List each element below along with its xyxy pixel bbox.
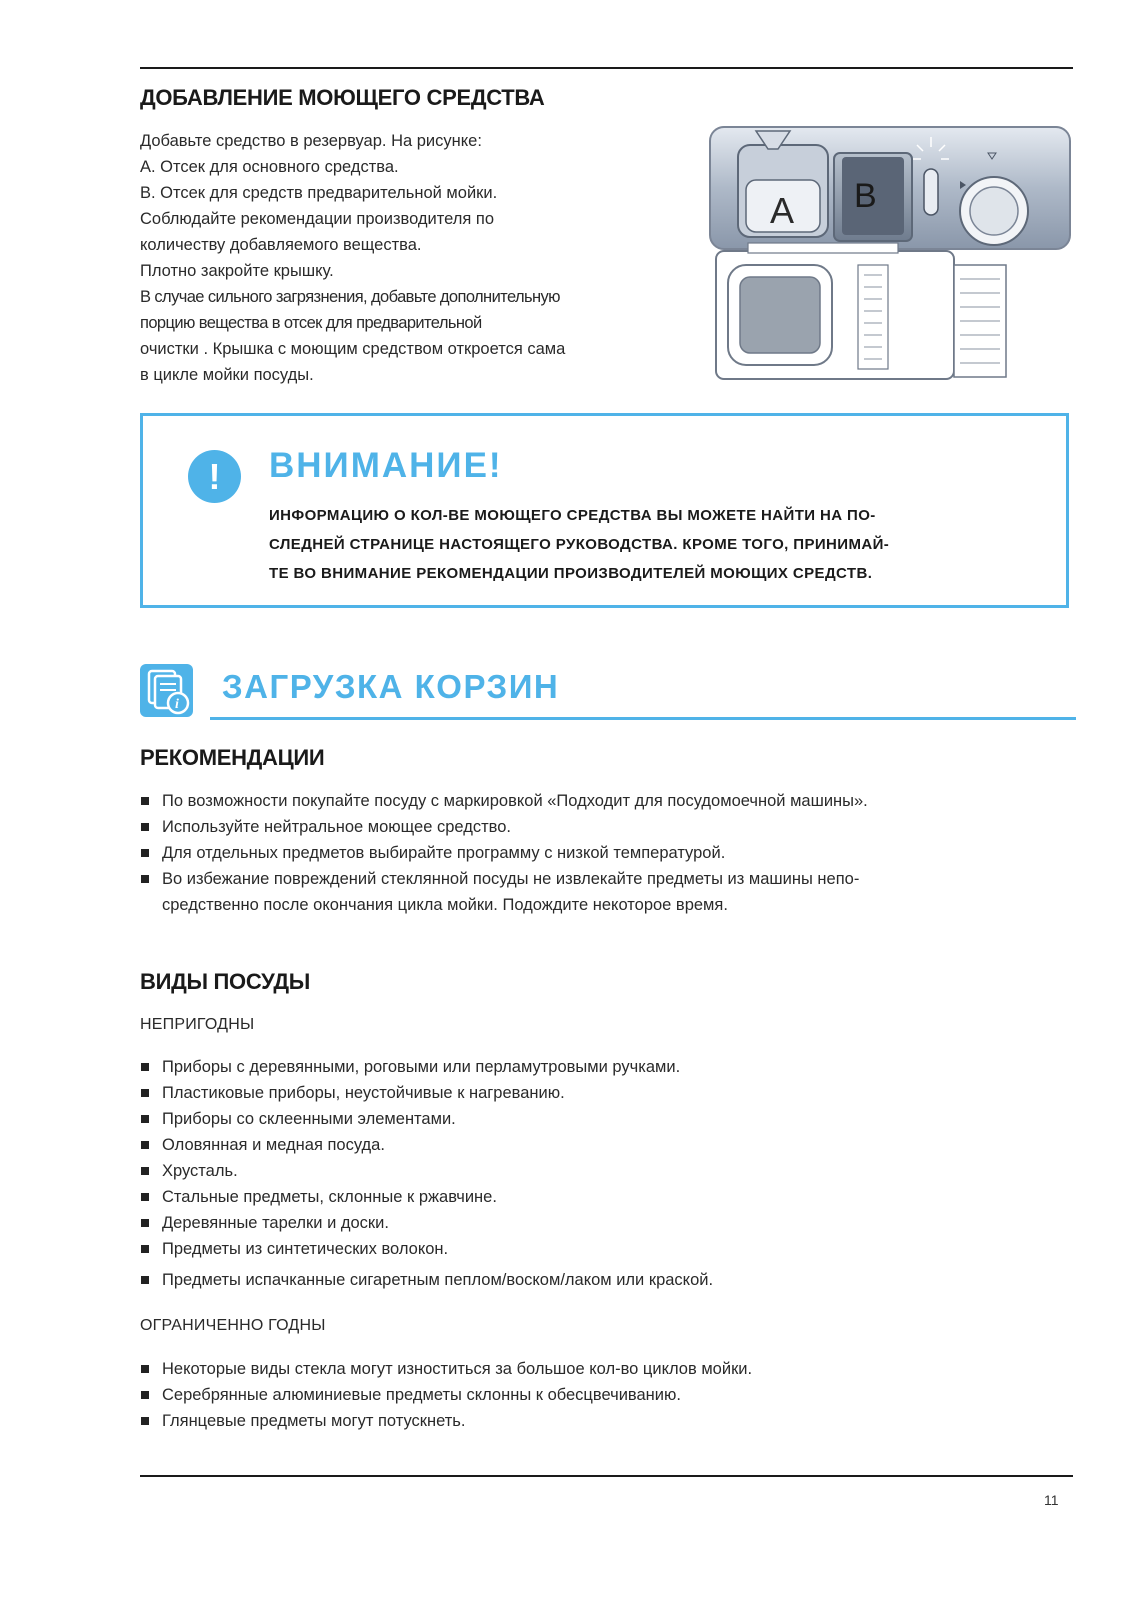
detergent-instructions	[140, 128, 660, 388]
section-title: ЗАГРУЗКА КОРЗИН	[222, 668, 560, 705]
top-rule	[140, 67, 1073, 69]
list-item: Предметы из синтетических волокон.	[140, 1236, 713, 1262]
limited-list	[140, 1356, 752, 1434]
document-info-icon	[140, 664, 193, 717]
list-item: Стальные предметы, склонные к ржавчине.	[140, 1184, 713, 1210]
list-item: Приборы с деревянными, роговыми или перламутровыми ручками.	[140, 1054, 713, 1080]
svg-text:i: i	[175, 697, 179, 712]
list-item: Серебрянные алюминиевые предметы склонны к обесцвечиванию.	[140, 1382, 752, 1408]
list-item: По возможности покупайте посуду с маркировкой «Подходит для посудомоечной машины».	[140, 788, 868, 814]
detergent-heading: ДОБАВЛЕНИЕ МОЮЩЕГО СРЕДСТВА	[140, 85, 545, 110]
bullet-square-icon	[141, 1063, 149, 1071]
bullet-square-icon	[141, 1115, 149, 1123]
detergent-line: очистки . Крышка с моющим средством откроется сама	[140, 340, 566, 358]
bullet-square-icon	[141, 1167, 149, 1175]
page-number: 11	[1044, 1492, 1059, 1508]
detergent-line: Плотно закройте крышку.	[140, 262, 334, 280]
bullet-square-icon	[141, 1365, 149, 1373]
section-rule	[210, 717, 1076, 720]
detergent-line: В случае сильного загрязнения, добавьте дополнительную	[140, 288, 560, 306]
bullet-square-icon	[141, 1276, 149, 1284]
list-item: Пластиковые приборы, неустойчивые к нагреванию.	[140, 1080, 713, 1106]
unsuitable-label: НЕПРИГОДНЫ	[140, 1016, 255, 1033]
detergent-line: порцию вещества в отсек для предварительной	[140, 314, 482, 332]
bullet-square-icon	[141, 1245, 149, 1253]
list-item: Во избежание повреждений стеклянной посуды не извлекайте предметы из машины непо- средственно после окончания цикла мойки. Подождите некоторое время.	[140, 866, 868, 918]
bullet-square-icon	[141, 1193, 149, 1201]
list-item: Для отдельных предметов выбирайте программу с низкой температурой.	[140, 840, 868, 866]
dishes-heading: ВИДЫ ПОСУДЫ	[140, 969, 311, 994]
list-item: Оловянная и медная посуда.	[140, 1132, 713, 1158]
bullet-square-icon	[141, 849, 149, 857]
bullet-square-icon	[141, 1141, 149, 1149]
limited-label: ОГРАНИЧЕННО ГОДНЫ	[140, 1317, 326, 1334]
recommendations-heading: РЕКОМЕНДАЦИИ	[140, 745, 325, 770]
notice-line: ТЕ ВО ВНИМАНИЕ РЕКОМЕНДАЦИИ ПРОИЗВОДИТЕЛЕЙ МОЮЩИХ СРЕДСТВ.	[269, 565, 873, 582]
detergent-line: В. Отсек для средств предварительной мойки.	[140, 184, 498, 202]
notice-text	[269, 501, 1029, 588]
notice-line: ИНФОРМАЦИЮ О КОЛ-ВЕ МОЮЩЕГО СРЕДСТВА ВЫ МОЖЕТЕ НАЙТИ НА ПО-	[269, 507, 876, 524]
detergent-line: в цикле мойки посуды.	[140, 366, 314, 384]
recommendations-list	[140, 788, 868, 918]
bullet-square-icon	[141, 1391, 149, 1399]
exclamation-icon: !	[188, 450, 241, 503]
detergent-dispenser-illustration	[708, 125, 1074, 388]
bullet-square-icon	[141, 1219, 149, 1227]
bullet-square-icon	[141, 1089, 149, 1097]
notice-title: ВНИМАНИЕ!	[269, 446, 503, 485]
unsuitable-list	[140, 1054, 713, 1293]
bullet-square-icon	[141, 797, 149, 805]
list-item: Деревянные тарелки и доски.	[140, 1210, 713, 1236]
detergent-line: Добавьте средство в резервуар. На рисунке:	[140, 132, 482, 150]
list-item: Некоторые виды стекла могут изноститься за большое кол-во циклов мойки.	[140, 1356, 752, 1382]
list-item: Приборы со склеенными элементами.	[140, 1106, 713, 1132]
detergent-line: количеству добавляемого вещества.	[140, 236, 422, 254]
compartment-a-label: A	[770, 190, 795, 231]
list-item: Используйте нейтральное моющее средство.	[140, 814, 868, 840]
bullet-square-icon	[141, 875, 149, 883]
detergent-line: Соблюдайте рекомендации производителя по	[140, 210, 495, 228]
notice-line: СЛЕДНЕЙ СТРАНИЦЕ НАСТОЯЩЕГО РУКОВОДСТВА. КРОМЕ ТОГО, ПРИНИМАЙ-	[269, 536, 890, 553]
bullet-square-icon	[141, 823, 149, 831]
compartment-b-label: B	[854, 177, 877, 215]
attention-notice	[140, 413, 1069, 608]
detergent-line: А. Отсек для основного средства.	[140, 158, 399, 176]
list-item: Предметы испачканные сигаретным пеплом/воском/лаком или краской.	[140, 1267, 713, 1293]
bullet-square-icon	[141, 1417, 149, 1425]
bottom-rule	[140, 1475, 1073, 1477]
list-item: Глянцевые предметы могут потускнеть.	[140, 1408, 752, 1434]
list-item: Хрусталь.	[140, 1158, 713, 1184]
